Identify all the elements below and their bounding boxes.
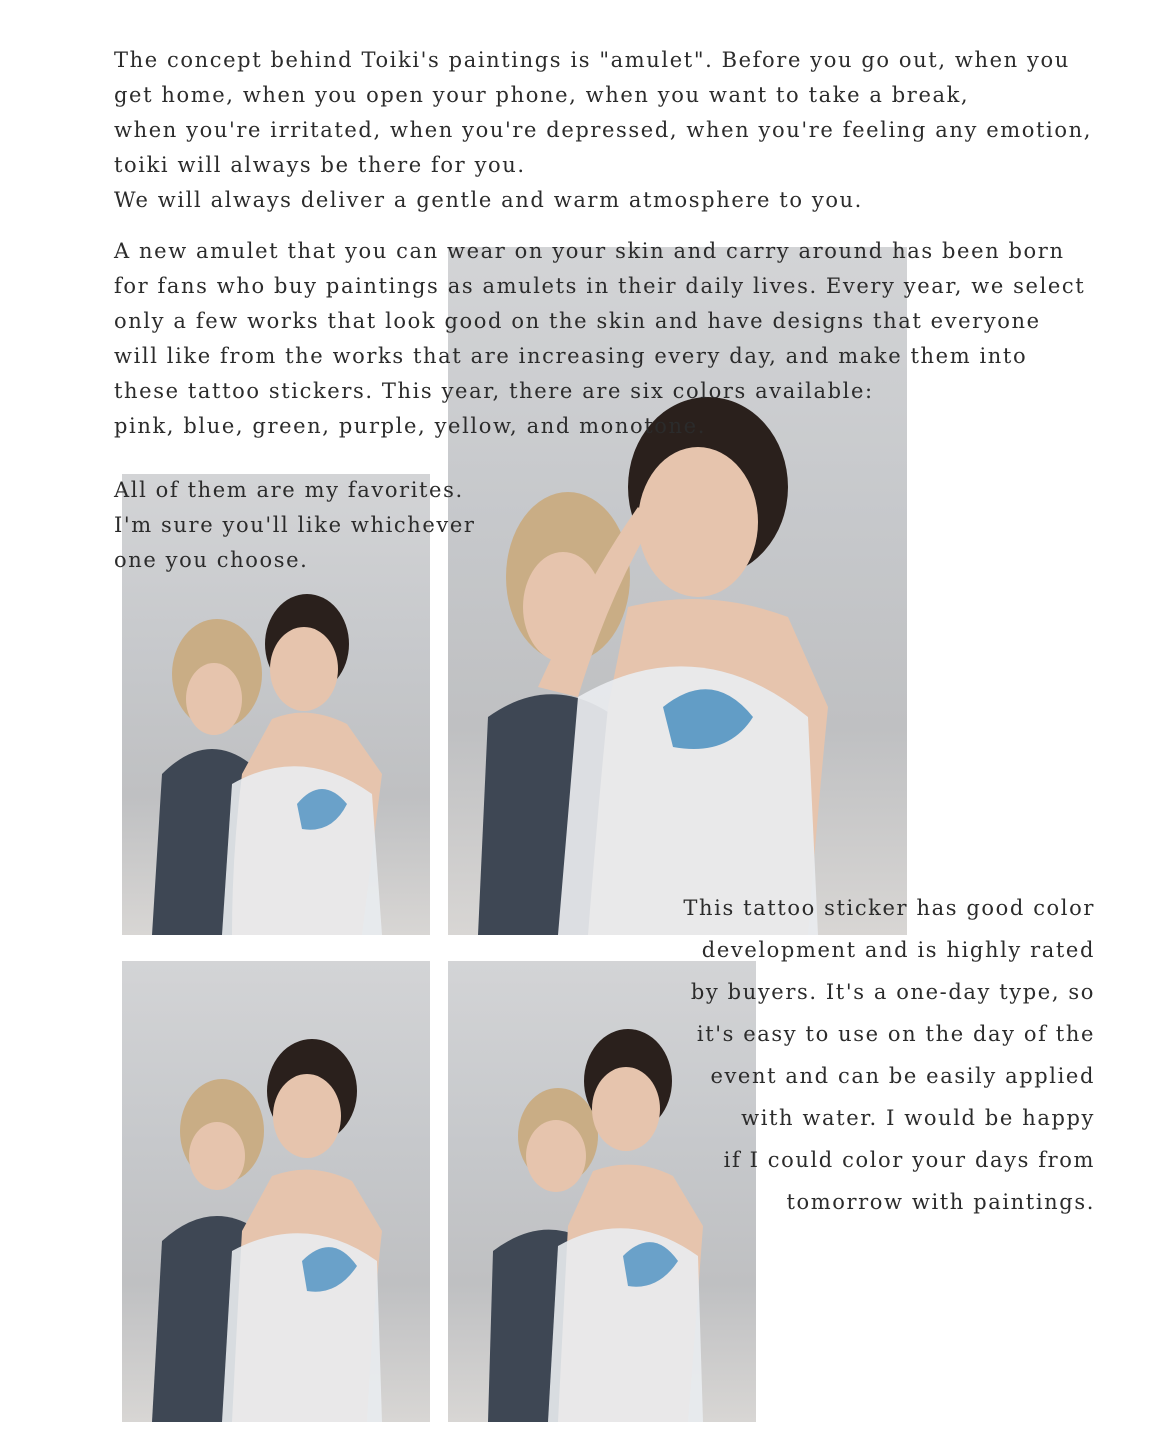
product-paragraph: A new amulet that you can wear on your skin and carry around has been born for fans who buy paintings as amulets in their daily lives. Every year, we select only a few works that look good on the skin and have designs that everyone will like from the works that are increasing every day, and make them into these tattoo stickers. This year, there are six colors available: pink, blue, green, purple, yellow, and monotone. [114,239,1086,438]
favorites-paragraph: All of them are my favorites. I'm sure you'll like whichever one you choose. [114,478,476,572]
features-paragraph: This tattoo sticker has good color development and is highly rated by buyers. It's a one-day type, so it's easy to use on the day of the event and can be easily applied with water. I would be happy if I could color your days from tomorrow with paintings. [683,896,1095,1214]
photo-illustration [122,961,430,1422]
intro-paragraph: The concept behind Toiki's paintings is "amulet". Before you go out, when you get home, when you open your phone, when you want to take a break, when you're irritated, when you're depressed, when you're feeling any emotion, toiki will always be there for you. We will always deliver a gentle and warm atmosphere to you. [114,48,1092,212]
photo-two-models-covering-mouth [122,961,430,1422]
